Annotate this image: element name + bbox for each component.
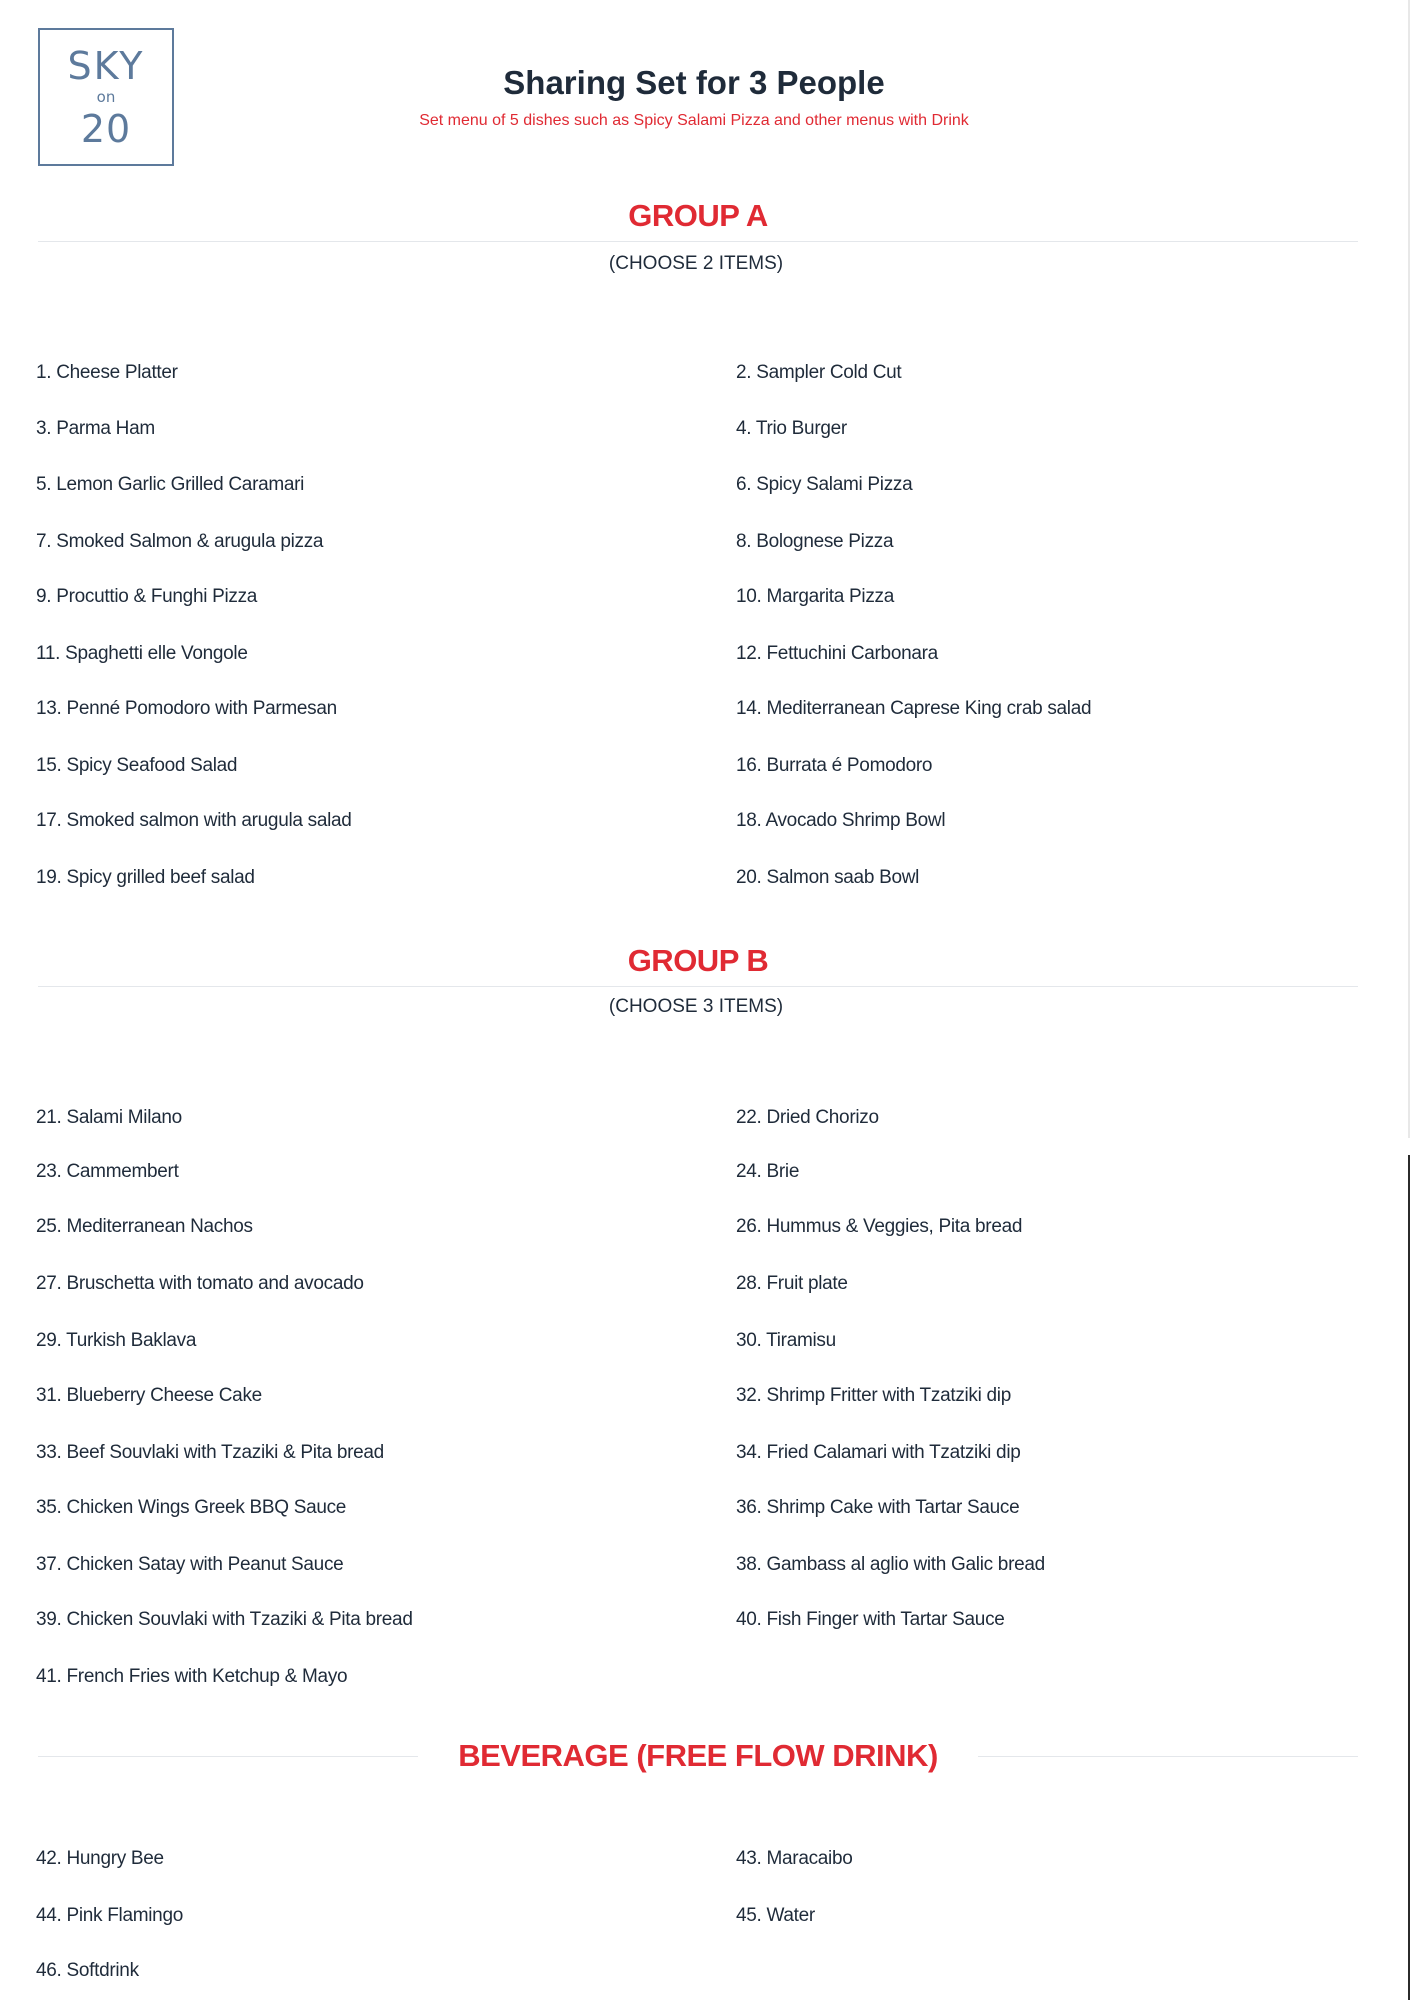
menu-item: 3. Parma Ham <box>36 418 155 439</box>
logo-line-2: on <box>96 87 116 106</box>
menu-item: 18. Avocado Shrimp Bowl <box>736 810 946 831</box>
menu-item: 20. Salmon saab Bowl <box>736 867 920 888</box>
menu-item: 35. Chicken Wings Greek BBQ Sauce <box>36 1497 347 1518</box>
page-subtitle: Set menu of 5 dishes such as Spicy Salami Pizza and other menus with Drink <box>419 112 969 129</box>
menu-item: 8. Bolognese Pizza <box>736 531 894 552</box>
menu-item: 45. Water <box>736 1905 815 1926</box>
group-b-divider <box>38 986 1358 987</box>
menu-item: 14. Mediterranean Caprese King crab salad <box>736 698 1092 719</box>
menu-item: 17. Smoked salmon with arugula salad <box>36 810 352 831</box>
logo-line-3: 20 <box>80 106 132 151</box>
menu-item: 39. Chicken Souvlaki with Tzaziki & Pita bread <box>36 1609 413 1630</box>
menu-item: 26. Hummus & Veggies, Pita bread <box>736 1216 1023 1237</box>
menu-item: 28. Fruit plate <box>736 1273 848 1294</box>
menu-item: 6. Spicy Salami Pizza <box>736 474 913 495</box>
menu-item: 34. Fried Calamari with Tzatziki dip <box>736 1442 1021 1463</box>
menu-item: 29. Turkish Baklava <box>36 1330 197 1351</box>
menu-item: 32. Shrimp Fritter with Tzatziki dip <box>736 1385 1011 1406</box>
menu-item: 12. Fettuchini Carbonara <box>736 643 938 664</box>
group-b-heading <box>38 943 1358 979</box>
group-a-heading-text: GROUP A <box>588 198 807 233</box>
beverage-heading <box>38 1738 1358 1774</box>
menu-item: 36. Shrimp Cake with Tartar Sauce <box>736 1497 1020 1518</box>
menu-item: 44. Pink Flamingo <box>36 1905 183 1926</box>
menu-item: 42. Hungry Bee <box>36 1848 164 1869</box>
group-a-heading <box>38 198 1358 234</box>
menu-item: 41. French Fries with Ketchup & Mayo <box>36 1666 348 1687</box>
menu-item: 16. Burrata é Pomodoro <box>736 755 933 776</box>
menu-item: 4. Trio Burger <box>736 418 847 439</box>
menu-item: 38. Gambass al aglio with Galic bread <box>736 1554 1045 1575</box>
menu-item: 43. Maracaibo <box>736 1848 853 1869</box>
menu-item: 21. Salami Milano <box>36 1107 182 1128</box>
menu-item: 22. Dried Chorizo <box>736 1107 879 1128</box>
menu-item: 31. Blueberry Cheese Cake <box>36 1385 262 1406</box>
menu-item: 13. Penné Pomodoro with Parmesan <box>36 698 337 719</box>
menu-item: 23. Cammembert <box>36 1161 179 1182</box>
page-title: Sharing Set for 3 People <box>503 64 885 101</box>
menu-item: 9. Procuttio & Funghi Pizza <box>36 586 258 607</box>
menu-item: 40. Fish Finger with Tartar Sauce <box>736 1609 1005 1630</box>
group-a-divider <box>38 241 1358 242</box>
menu-item: 19. Spicy grilled beef salad <box>36 867 255 888</box>
menu-item: 33. Beef Souvlaki with Tzaziki & Pita bread <box>36 1442 384 1463</box>
menu-item: 5. Lemon Garlic Grilled Caramari <box>36 474 305 495</box>
menu-item: 46. Softdrink <box>36 1960 139 1981</box>
menu-item: 7. Smoked Salmon & arugula pizza <box>36 531 324 552</box>
menu-item: 15. Spicy Seafood Salad <box>36 755 238 776</box>
logo-line-1: SKY <box>67 43 145 88</box>
menu-item: 27. Bruschetta with tomato and avocado <box>36 1273 364 1294</box>
beverage-heading-text: BEVERAGE (FREE FLOW DRINK) <box>418 1738 978 1773</box>
page-edge <box>1408 1155 1410 2000</box>
menu-item: 25. Mediterranean Nachos <box>36 1216 253 1237</box>
group-b-heading-text: GROUP B <box>588 943 809 978</box>
menu-item: 37. Chicken Satay with Peanut Sauce <box>36 1554 344 1575</box>
menu-item: 1. Cheese Platter <box>36 362 178 383</box>
group-a-choose: (CHOOSE 2 ITEMS) <box>608 253 784 274</box>
menu-item: 2. Sampler Cold Cut <box>736 362 902 383</box>
menu-item: 11. Spaghetti elle Vongole <box>36 643 248 664</box>
group-b-choose: (CHOOSE 3 ITEMS) <box>608 996 784 1017</box>
menu-item: 30. Tiramisu <box>736 1330 836 1351</box>
menu-item: 10. Margarita Pizza <box>736 586 894 607</box>
menu-item: 24. Brie <box>736 1161 800 1182</box>
page-edge-top <box>1408 0 1410 1138</box>
